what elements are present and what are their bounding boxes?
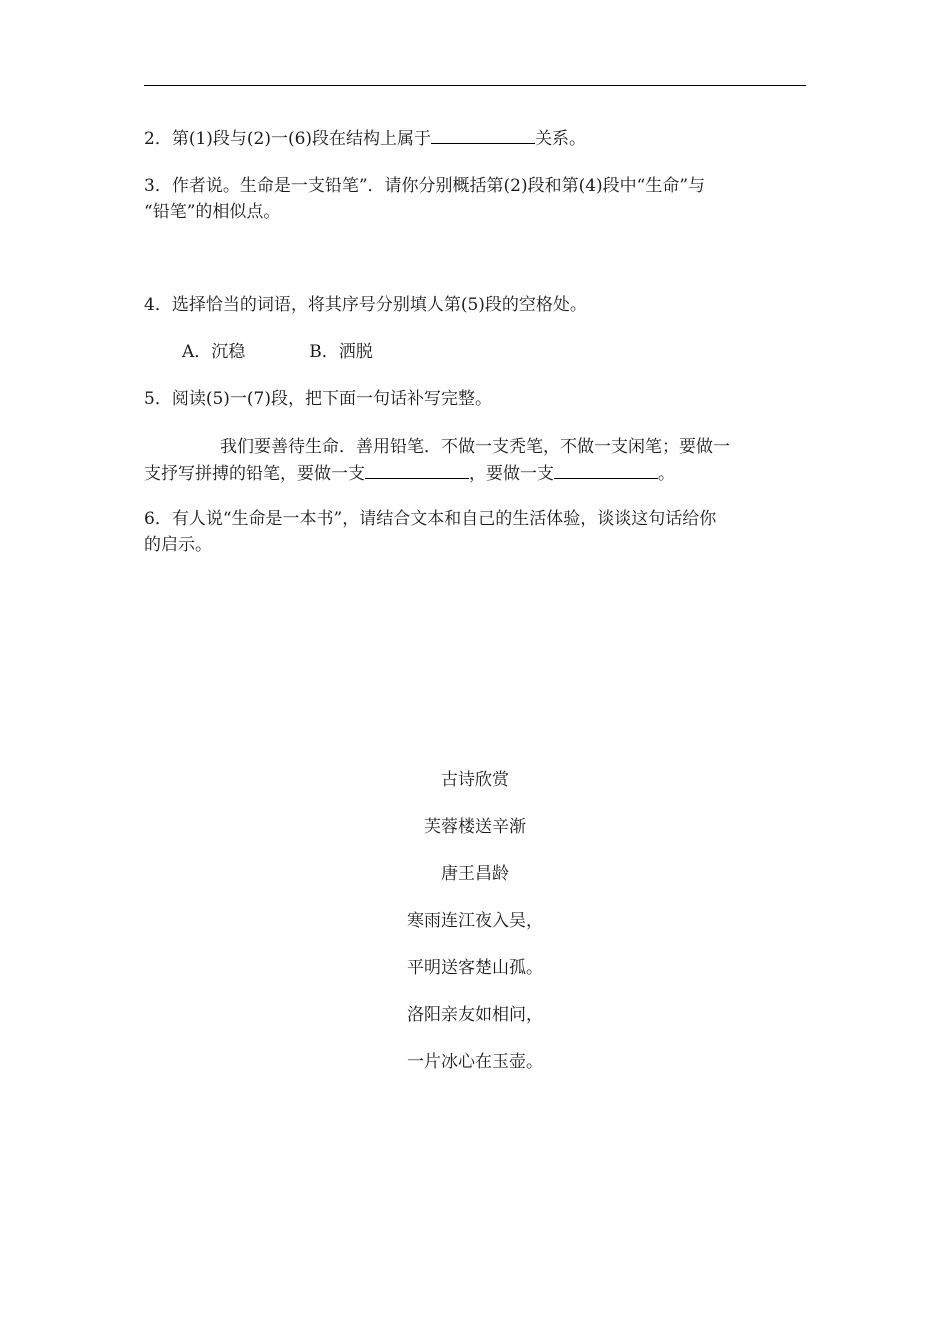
section-title: 古诗欣赏 xyxy=(441,770,509,790)
header-rule xyxy=(144,85,806,86)
poem-title: 芙蓉楼送辛渐 xyxy=(424,817,526,837)
option-a: A．沉稳 xyxy=(182,342,246,362)
poem-line: 一片冰心在玉壶。 xyxy=(407,1052,543,1072)
question-2 xyxy=(144,125,806,152)
answer-blank[interactable] xyxy=(554,460,658,479)
question-3-line-2: “铅笔”的相似点。 xyxy=(144,202,281,222)
question-4-options xyxy=(182,339,844,365)
sentence-part-c: 。 xyxy=(658,464,675,484)
poem-line: 寒雨连江夜入吴， xyxy=(407,911,543,931)
sentence-part-b: ，要做一支 xyxy=(469,464,554,484)
question-5-sentence-line-2 xyxy=(144,460,806,487)
question-5: 5．阅读(5)一(7)段，把下面一句话补写完整。 xyxy=(144,389,492,409)
question-5-sentence xyxy=(144,434,806,487)
question-3-line-1: 3．作者说。生命是一支铅笔”．请你分别概括第(2)段和第(4)段中“生命”与 xyxy=(144,176,706,196)
question-5-sentence-line-1: 我们要善待生命．善用铅笔．不做一支秃笔，不做一支闲笔；要做一 xyxy=(220,437,730,457)
answer-blank[interactable] xyxy=(365,460,469,479)
sentence-part-a: 支抒写拼搏的铅笔，要做一支 xyxy=(144,464,365,484)
question-4: 4．选择恰当的词语，将其序号分别填人第(5)段的空格处。 xyxy=(144,295,587,315)
poem-author: 唐王昌龄 xyxy=(441,864,509,884)
question-6-line-2: 的启示。 xyxy=(144,535,212,555)
question-6 xyxy=(144,506,806,558)
poem-line: 洛阳亲友如相问， xyxy=(407,1005,543,1025)
question-2-tail: 关系。 xyxy=(535,129,587,149)
option-b: B．洒脱 xyxy=(309,342,373,362)
answer-blank[interactable] xyxy=(431,125,535,144)
question-6-line-1: 6．有人说“生命是一本书”，请结合文本和自己的生活体验，谈谈这句话给你 xyxy=(144,509,717,529)
poem-line: 平明送客楚山孤。 xyxy=(407,958,543,978)
question-3 xyxy=(144,173,806,225)
question-2-text: 2．第(1)段与(2)一(6)段在结构上属于 xyxy=(144,129,432,149)
